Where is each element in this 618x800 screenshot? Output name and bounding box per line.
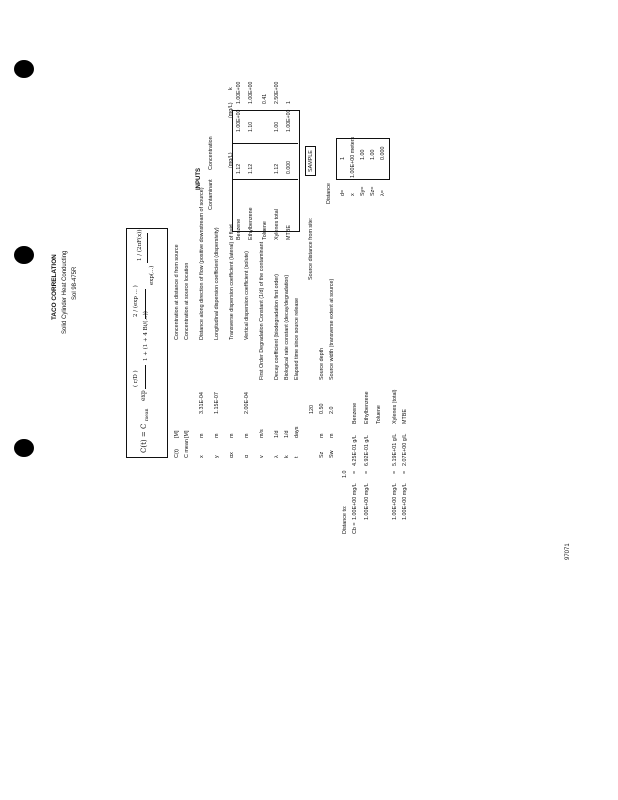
coef-2: 2.00E-04 bbox=[244, 392, 250, 414]
result-0-sym: = bbox=[352, 470, 358, 474]
coef-3: 120 bbox=[309, 405, 315, 414]
distance-row-0-val: 1 bbox=[340, 157, 346, 160]
source-label: Source distance from site: bbox=[308, 217, 314, 280]
result-0-desc: Benzene bbox=[352, 402, 358, 424]
result-1-sym: = bbox=[364, 470, 370, 474]
var-row-4-units: m bbox=[229, 433, 235, 438]
eq-exp-label: exp bbox=[140, 390, 147, 401]
distance-title: Distance bbox=[326, 183, 332, 204]
distance-row-1-val: 1.00E+00 meters bbox=[350, 136, 356, 178]
var-row-1-desc: Concentration at source location bbox=[184, 262, 190, 340]
input-row-1-conc: 1.12 bbox=[248, 163, 254, 174]
eq-fraction-bar-1 bbox=[145, 365, 146, 389]
var-row-7-desc: Decay coefficient (biodegradation first order) bbox=[274, 274, 280, 380]
result-0-result: 4.25E-01 g/L bbox=[352, 435, 358, 466]
var-row-9-desc: Elapsed time since source release bbox=[294, 297, 300, 380]
var-row-9-sym: t bbox=[294, 456, 300, 458]
var-row-11-desc: Source width (transverse extent at source) bbox=[329, 278, 335, 380]
results-title: Distance to: bbox=[342, 505, 348, 534]
inputs-col-concentration: Concentration bbox=[208, 136, 214, 170]
var-row-6-desc: First Order Degradation Constant (1/d) of the contaminant bbox=[259, 241, 265, 380]
var-row-1-sym: C mean bbox=[184, 439, 190, 458]
input-row-4-conc: 0.000 bbox=[286, 161, 292, 174]
var-row-3-desc: Longitudinal dispersion coefficient (dispersivity) bbox=[214, 227, 220, 340]
input-row-1-c3: 1.00E+00 bbox=[248, 81, 254, 104]
var-row-7-units: 1/d bbox=[274, 430, 280, 438]
coef-5: 2.0 bbox=[329, 406, 335, 414]
input-row-2-name: Toluene bbox=[262, 221, 268, 240]
input-row-3-c2: 1.00 bbox=[274, 121, 280, 132]
result-1-desc: Ethylbenzene bbox=[364, 391, 370, 424]
doc-id: Sol 98-475R bbox=[72, 266, 78, 300]
source-value: SAMPLE bbox=[308, 150, 314, 172]
var-row-4-sym: αx bbox=[229, 452, 235, 458]
result-1-value: 1.00E+00 mg/L bbox=[364, 483, 370, 520]
eq-term-3: 2 / (exp ... ) bbox=[133, 285, 139, 317]
var-row-6-units: m/s bbox=[259, 429, 265, 438]
input-row-4-c3: 1 bbox=[286, 101, 292, 104]
var-row-9-units: days bbox=[294, 426, 300, 438]
input-row-3-name: Xylenes total bbox=[274, 209, 280, 240]
coef-1: 1.15E-07 bbox=[214, 392, 220, 414]
input-row-0-c3: 1.00E+00 bbox=[236, 81, 242, 104]
var-row-3-units: m bbox=[214, 433, 220, 438]
var-row-8-sym: k bbox=[284, 455, 290, 458]
result-4-value: 1.00E+00 mg/L bbox=[402, 483, 408, 520]
distance-row-3-val: 1.00 bbox=[370, 149, 376, 160]
distance-row-2-sym: Sy= bbox=[360, 186, 366, 196]
input-row-3-conc: 1.12 bbox=[274, 163, 280, 174]
var-row-10-desc: Source depth bbox=[319, 347, 325, 380]
result-0-label: Cb = bbox=[352, 522, 358, 534]
var-row-3-sym: y bbox=[214, 455, 220, 458]
var-row-2-desc: Distance along direction of flow (positive downstream of source) bbox=[199, 187, 205, 340]
var-row-5-desc: Vertical dispersion coefficient (solute) bbox=[244, 251, 250, 340]
input-row-4-c2: 1.00E+00 bbox=[286, 109, 292, 132]
results-distance: 1.0 bbox=[342, 470, 348, 478]
page-subtitle: Solid Cylinder Heat Conducting bbox=[62, 250, 68, 334]
eq-term-2: 1 + (1 + 4 Bi/(...)) bbox=[143, 311, 149, 361]
distance-row-1-sym: x bbox=[350, 193, 356, 196]
footer-page-id: 97071 bbox=[565, 543, 571, 560]
var-row-6-sym: v bbox=[259, 455, 265, 458]
input-row-0-name: Benzene bbox=[236, 218, 242, 240]
var-row-5-units: m bbox=[244, 433, 250, 438]
eq-fraction-bar-2 bbox=[145, 289, 146, 319]
result-3-desc: Xylenes (total) bbox=[392, 389, 398, 424]
eq-term-1: ( r/D ) bbox=[133, 370, 139, 387]
var-row-0-sym: C(t) bbox=[174, 449, 180, 458]
eq-fraction-bar-3 bbox=[147, 233, 148, 263]
var-row-8-units: 1/d bbox=[284, 430, 290, 438]
equation-box bbox=[126, 228, 168, 458]
var-row-11-units: m bbox=[329, 433, 335, 438]
input-row-1-c2: 1.10 bbox=[248, 121, 254, 132]
page-title: TACO CORRELATION bbox=[51, 254, 58, 320]
inputs-title: INPUTS bbox=[196, 167, 202, 190]
input-row-4-name: MTBE bbox=[286, 225, 292, 240]
result-4-sym: = bbox=[402, 470, 408, 474]
eq-term-5: 1 / (2πF(x)) bbox=[137, 229, 143, 261]
inputs-col-divider-2 bbox=[232, 143, 298, 144]
result-3-value: 1.00E+00 mg/L bbox=[392, 483, 398, 520]
result-4-result: 2.07E+00 g/L bbox=[402, 433, 408, 466]
eq-lhs: C(t) = C bbox=[140, 423, 148, 453]
var-row-10-sym: Sz bbox=[319, 451, 325, 458]
inputs-col-units1: (mg/L) bbox=[228, 152, 234, 168]
eq-term-4: exp(...) bbox=[149, 265, 155, 285]
result-2-desc: Toluene bbox=[376, 405, 382, 424]
result-3-result: 5.19E+01 g/L bbox=[392, 433, 398, 466]
var-row-11-sym: Sw bbox=[329, 450, 335, 458]
var-row-10-units: m bbox=[319, 433, 325, 438]
var-row-2-units: m bbox=[199, 433, 205, 438]
input-row-0-conc: 1.12 bbox=[236, 163, 242, 174]
var-row-7-sym: λ bbox=[274, 455, 280, 458]
var-row-0-units: [M] bbox=[174, 430, 180, 438]
eq-lhs-sub: mean bbox=[145, 408, 150, 421]
distance-row-2-val: 1.00 bbox=[360, 149, 366, 160]
var-row-8-desc: Biological rate constant (decay/degradation) bbox=[284, 274, 290, 380]
var-row-1-units: [M] bbox=[184, 430, 190, 438]
inputs-col-divider-1 bbox=[232, 179, 298, 180]
result-1-result: 6.92E-01 g/L bbox=[364, 435, 370, 466]
var-row-5-sym: α bbox=[244, 454, 250, 458]
coef-0: 3.31E-04 bbox=[199, 392, 205, 414]
coef-4: 0.50 bbox=[319, 403, 325, 414]
inputs-col-contaminant: Contaminant bbox=[208, 179, 214, 210]
distance-row-0-sym: d= bbox=[340, 189, 346, 196]
input-row-3-c3: 2.50E+00 bbox=[274, 81, 280, 104]
distance-row-3-sym: Sz= bbox=[370, 186, 376, 196]
inputs-col-units2: (mg/L) bbox=[228, 102, 234, 118]
distance-row-4-sym: λ= bbox=[380, 190, 386, 196]
result-4-desc: MTBE bbox=[402, 409, 408, 424]
distance-row-4-val: 0.000 bbox=[380, 146, 386, 160]
result-0-value: 1.00E+00 mg/L bbox=[352, 483, 358, 520]
var-row-0-desc: Concentration at distance d from source bbox=[174, 244, 180, 340]
var-row-2-sym: x bbox=[199, 455, 205, 458]
result-3-sym: = bbox=[392, 470, 398, 474]
input-row-0-c2: 1.00E+00 bbox=[236, 109, 242, 132]
input-row-1-name: Ethylbenzene bbox=[248, 207, 254, 240]
var-row-4-desc: Transverse dispersion coefficient (lateral) of fluid bbox=[229, 224, 235, 340]
inputs-col-k: k bbox=[228, 87, 234, 90]
input-row-2-c3: 0.41 bbox=[262, 93, 268, 104]
